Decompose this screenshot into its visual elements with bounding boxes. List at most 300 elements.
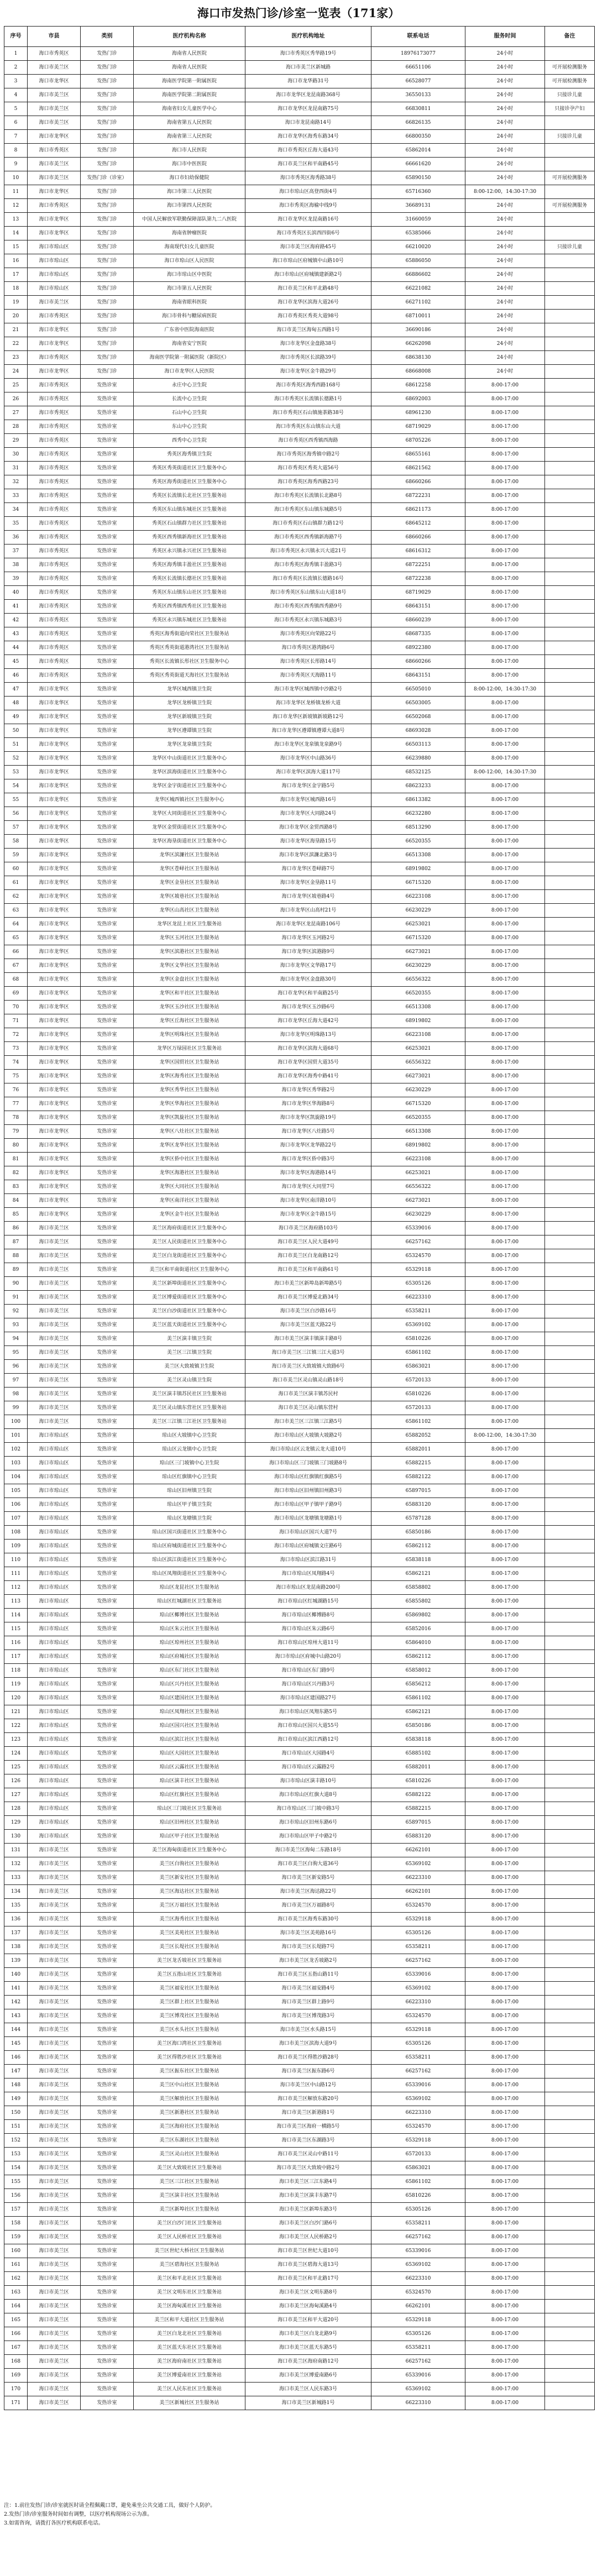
- cell-hours: 8:00-17:00: [465, 1664, 545, 1678]
- cell-institution: 琼山区凤翔社区卫生服务站: [134, 1705, 245, 1719]
- cell-institution: 美兰区世纪大桥社区卫生服务站: [134, 2244, 245, 2258]
- cell-phone: 65305126: [371, 2037, 465, 2051]
- cell-hours: 24小时: [465, 310, 545, 323]
- cell-hours: 8:00-17:00: [465, 1305, 545, 1318]
- cell-hours: 8:00-17:00: [465, 600, 545, 614]
- cell-city: 海口市美兰区: [28, 1926, 81, 1940]
- cell-phone: 65882011: [371, 1443, 465, 1457]
- cell-index: 124: [4, 1747, 28, 1761]
- cell-category: 发热诊室: [81, 1208, 134, 1222]
- table-row: [4, 1083, 595, 1097]
- cell-index: 34: [4, 503, 28, 517]
- table-row: [4, 1733, 595, 1747]
- cell-address: 海口市龙华区金垦路11号: [245, 876, 371, 890]
- cell-hours: 8:00-17:00: [465, 558, 545, 572]
- table-row: [4, 2078, 595, 2092]
- cell-hours: 8:00-17:00: [465, 1996, 545, 2009]
- table-row: [4, 1484, 595, 1498]
- cell-category: 发热诊室: [81, 2217, 134, 2231]
- cell-phone: 65358211: [371, 1305, 465, 1318]
- cell-remarks: [545, 2396, 595, 2410]
- cell-address: 海口市琼山区建国路27号: [245, 1692, 371, 1705]
- cell-phone: 68645212: [371, 517, 465, 531]
- cell-hours: 8:00-17:00: [465, 1360, 545, 1374]
- cell-index: 18: [4, 282, 28, 296]
- cell-institution: 琼山区云龙镇中心卫生院: [134, 1443, 245, 1457]
- table-row: [4, 1014, 595, 1028]
- cell-hours: 8:00-17:00: [465, 1484, 545, 1498]
- cell-institution: 琼山区红旗镇中心卫生院: [134, 1470, 245, 1484]
- cell-phone: 66502068: [371, 710, 465, 724]
- table-row: [4, 1871, 595, 1885]
- cell-institution: 西秀中心卫生院: [134, 434, 245, 448]
- cell-address: 海口市秀英区海榆中线9号: [245, 199, 371, 213]
- cell-institution: 龙华区和平社区卫生服务站: [134, 987, 245, 1001]
- cell-remarks: [545, 2175, 595, 2189]
- cell-phone: 68612258: [371, 379, 465, 392]
- cell-hours: 8:00-17:00: [465, 697, 545, 710]
- cell-city: 海口市龙华区: [28, 1180, 81, 1194]
- cell-remarks: [545, 862, 595, 876]
- cell-hours: 8:00-12:00，14:30-17:30: [465, 185, 545, 199]
- header-hours: 服务时间: [465, 27, 545, 47]
- table-row: [4, 158, 595, 171]
- cell-hours: 8:00-12:00，14:30-17:30: [465, 766, 545, 779]
- cell-city: 海口市秀英区: [28, 199, 81, 213]
- cell-category: 发热诊室: [81, 655, 134, 669]
- table-row: [4, 1111, 595, 1125]
- cell-remarks: [545, 1747, 595, 1761]
- cell-institution: 琼山区大坡镇中心卫生院: [134, 1429, 245, 1443]
- cell-index: 70: [4, 1001, 28, 1014]
- table-row: [4, 1401, 595, 1415]
- cell-index: 24: [4, 365, 28, 379]
- cell-remarks: [545, 1899, 595, 1913]
- cell-phone: 65720133: [371, 1401, 465, 1415]
- table-row: [4, 1512, 595, 1526]
- cell-remarks: [545, 1968, 595, 1982]
- cell-phone: 68722238: [371, 572, 465, 586]
- cell-index: 1: [4, 47, 28, 61]
- cell-city: 海口市龙华区: [28, 227, 81, 240]
- cell-phone: 68621173: [371, 503, 465, 517]
- cell-phone: 65787128: [371, 1512, 465, 1526]
- cell-institution: 美兰区演丰镇苏民社区卫生服务站: [134, 1388, 245, 1401]
- cell-index: 88: [4, 1249, 28, 1263]
- cell-city: 海口市琼山区: [28, 1761, 81, 1774]
- cell-phone: 65358211: [371, 2217, 465, 2231]
- cell-institution: 秀英区长流镇长北社区卫生服务站: [134, 489, 245, 503]
- cell-remarks: 只接诊儿童: [545, 240, 595, 254]
- cell-category: 发热诊室: [81, 1761, 134, 1774]
- cell-phone: 68719029: [371, 586, 465, 600]
- cell-phone: 65885102: [371, 1747, 465, 1761]
- cell-category: 发热诊室: [81, 1705, 134, 1719]
- cell-index: 37: [4, 544, 28, 558]
- cell-institution: 龙华区万绿园社区卫生服务站: [134, 1042, 245, 1056]
- cell-phone: 68705226: [371, 434, 465, 448]
- cell-phone: 66830811: [371, 102, 465, 116]
- cell-category: 发热诊室: [81, 2272, 134, 2286]
- cell-hours: 8:00-17:00: [465, 641, 545, 655]
- cell-index: 41: [4, 600, 28, 614]
- table-row: [4, 1180, 595, 1194]
- cell-city: 海口市秀英区: [28, 544, 81, 558]
- cell-phone: 65369102: [371, 2258, 465, 2272]
- cell-category: 发热诊室: [81, 697, 134, 710]
- cell-institution: 海口市第三人民医院: [134, 185, 245, 199]
- cell-city: 海口市美兰区: [28, 1305, 81, 1318]
- cell-phone: 68623233: [371, 779, 465, 793]
- table-row: [4, 627, 595, 641]
- cell-index: 118: [4, 1664, 28, 1678]
- cell-remarks: [545, 779, 595, 793]
- cell-institution: 美兰区博爱街道社区卫生服务中心: [134, 1291, 245, 1305]
- cell-phone: 68660266: [371, 655, 465, 669]
- cell-category: 发热诊室: [81, 2161, 134, 2175]
- cell-remarks: [545, 1484, 595, 1498]
- table-row: [4, 503, 595, 517]
- cell-category: 发热诊室: [81, 1332, 134, 1346]
- cell-category: 发热诊室: [81, 1526, 134, 1540]
- cell-hours: 8:00-17:00: [465, 531, 545, 544]
- cell-city: 海口市龙华区: [28, 1208, 81, 1222]
- cell-remarks: [545, 1332, 595, 1346]
- cell-index: 84: [4, 1194, 28, 1208]
- cell-category: 发热诊室: [81, 586, 134, 600]
- cell-category: 发热诊室: [81, 2396, 134, 2410]
- cell-city: 海口市美兰区: [28, 2286, 81, 2300]
- cell-index: 26: [4, 392, 28, 406]
- cell-remarks: [545, 1650, 595, 1664]
- table-row: [4, 1374, 595, 1388]
- cell-address: 海口市美兰区蓝天东路5号: [245, 2341, 371, 2355]
- cell-city: 海口市美兰区: [28, 1954, 81, 1968]
- cell-hours: 8:00-17:00: [465, 544, 545, 558]
- cell-address: 海口市美兰区大致坡中路2号: [245, 2161, 371, 2175]
- cell-phone: 66513308: [371, 1001, 465, 1014]
- cell-address: 海口市琼山区旧州镇旧州路3号: [245, 1484, 371, 1498]
- table-row: [4, 1360, 595, 1374]
- cell-phone: 36689131: [371, 199, 465, 213]
- cell-category: 发热诊室: [81, 1360, 134, 1374]
- cell-category: 发热诊室: [81, 793, 134, 807]
- cell-remarks: [545, 1871, 595, 1885]
- cell-index: 59: [4, 849, 28, 862]
- cell-address: 海口市琼山区朱云路6号: [245, 1622, 371, 1636]
- cell-category: 发热诊室: [81, 987, 134, 1001]
- cell-address: 海口市琼山区三门坡中路3号: [245, 1802, 371, 1816]
- cell-address: 海口市龙华路31号: [245, 75, 371, 88]
- cell-city: 海口市美兰区: [28, 1235, 81, 1249]
- cell-city: 海口市秀英区: [28, 379, 81, 392]
- table-row: [4, 876, 595, 890]
- cell-index: 96: [4, 1360, 28, 1374]
- table-row: [4, 586, 595, 600]
- cell-address: 海口市琼山区甲子镇甲子路9号: [245, 1498, 371, 1512]
- cell-phone: 66262101: [371, 1844, 465, 1857]
- cell-address: 海口市琼山区椰博路8号: [245, 1609, 371, 1622]
- cell-index: 17: [4, 268, 28, 282]
- table-row: [4, 1415, 595, 1429]
- cell-hours: 8:00-17:00: [465, 1097, 545, 1111]
- cell-remarks: [545, 600, 595, 614]
- cell-category: 发热诊室: [81, 1139, 134, 1153]
- cell-phone: 66257162: [371, 2231, 465, 2244]
- cell-hours: 8:00-17:00: [465, 1692, 545, 1705]
- cell-institution: 海南省人民医院: [134, 61, 245, 75]
- cell-category: 发热门诊: [81, 268, 134, 282]
- cell-index: 11: [4, 185, 28, 199]
- table-row: [4, 1705, 595, 1719]
- cell-phone: 65369102: [371, 2383, 465, 2396]
- table-row: [4, 945, 595, 959]
- cell-address: 海口市琼山区凤翔东路5号: [245, 1705, 371, 1719]
- note-line: 2.发热门诊/诊室服务时间如有调整，以医疗机构现场公示为准。: [4, 2511, 153, 2517]
- cell-remarks: [545, 406, 595, 420]
- cell-category: 发热诊室: [81, 2189, 134, 2203]
- cell-index: 64: [4, 918, 28, 931]
- cell-category: 发热诊室: [81, 1070, 134, 1083]
- cell-city: 海口市琼山区: [28, 1484, 81, 1498]
- cell-hours: 8:00-17:00: [465, 406, 545, 420]
- cell-city: 海口市琼山区: [28, 1567, 81, 1581]
- cell-address: 海口市美兰区白龙南路12号: [245, 1249, 371, 1263]
- table-row: [4, 697, 595, 710]
- cell-city: 海口市秀英区: [28, 572, 81, 586]
- cell-city: 海口市琼山区: [28, 1457, 81, 1470]
- cell-index: 142: [4, 1996, 28, 2009]
- cell-phone: 65838118: [371, 1553, 465, 1567]
- cell-address: 海口市龙华区龙泉镇龙泉路9号: [245, 738, 371, 752]
- cell-index: 165: [4, 2313, 28, 2327]
- cell-address: 海口市美兰区演丰镇苏民村: [245, 1388, 371, 1401]
- cell-address: 海口市龙华区文华路17号: [245, 959, 371, 973]
- cell-institution: 龙华区海秀社区卫生服务站: [134, 1070, 245, 1083]
- cell-category: 发热诊室: [81, 931, 134, 945]
- cell-city: 海口市龙华区: [28, 1111, 81, 1125]
- cell-phone: 65882215: [371, 1457, 465, 1470]
- cell-category: 发热诊室: [81, 710, 134, 724]
- cell-address: 海口市龙华区海港路14号: [245, 1166, 371, 1180]
- cell-remarks: [545, 227, 595, 240]
- cell-city: 海口市龙华区: [28, 724, 81, 738]
- cell-index: 133: [4, 1871, 28, 1885]
- cell-category: 发热诊室: [81, 779, 134, 793]
- cell-institution: 美兰区蓝天东社区卫生服务站: [134, 2341, 245, 2355]
- cell-address: 海口市琼山区红旗大道8号: [245, 1788, 371, 1802]
- cell-index: 150: [4, 2106, 28, 2120]
- table-row: [4, 2327, 595, 2341]
- cell-remarks: [545, 558, 595, 572]
- table-row: [4, 1028, 595, 1042]
- cell-phone: 65862112: [371, 1650, 465, 1664]
- table-row: [4, 2189, 595, 2203]
- cell-phone: 68621562: [371, 462, 465, 475]
- cell-city: 海口市琼山区: [28, 1733, 81, 1747]
- cell-index: 42: [4, 614, 28, 627]
- cell-phone: 68922380: [371, 641, 465, 655]
- cell-institution: 海口市人民医院: [134, 144, 245, 158]
- cell-remarks: [545, 2120, 595, 2134]
- cell-address: 海口市龙华区和平南路25号: [245, 987, 371, 1001]
- cell-category: 发热诊室: [81, 2051, 134, 2065]
- cell-remarks: [545, 116, 595, 130]
- cell-hours: 8:00-17:00: [465, 849, 545, 862]
- table-row: [4, 1208, 595, 1222]
- cell-hours: 24小时: [465, 47, 545, 61]
- table-row: [4, 475, 595, 489]
- cell-address: 海口市美兰区东湖路3号: [245, 2134, 371, 2148]
- cell-city: 海口市龙华区: [28, 1153, 81, 1166]
- cell-category: 发热诊室: [81, 1249, 134, 1263]
- cell-category: 发热诊室: [81, 2244, 134, 2258]
- cell-hours: 8:00-17:00: [465, 2203, 545, 2217]
- header-address: 医疗机构地址: [245, 27, 371, 47]
- cell-institution: 美兰区龙舌坡社区卫生服务站: [134, 1954, 245, 1968]
- cell-hours: 8:00-17:00: [465, 1042, 545, 1056]
- cell-hours: 8:00-17:00: [465, 489, 545, 503]
- cell-city: 海口市琼山区: [28, 1636, 81, 1650]
- cell-institution: 龙华区滨海街道社区卫生服务中心: [134, 766, 245, 779]
- cell-remarks: [545, 2051, 595, 2065]
- cell-category: 发热诊室: [81, 876, 134, 890]
- table-row: [4, 655, 595, 669]
- cell-index: 114: [4, 1609, 28, 1622]
- cell-phone: 66556322: [371, 973, 465, 987]
- cell-category: 发热诊室: [81, 807, 134, 821]
- cell-index: 9: [4, 158, 28, 171]
- cell-city: 海口市龙华区: [28, 752, 81, 766]
- cell-index: 135: [4, 1899, 28, 1913]
- cell-phone: 68643151: [371, 669, 465, 683]
- cell-index: 2: [4, 61, 28, 75]
- cell-hours: 24小时: [465, 227, 545, 240]
- cell-hours: 24小时: [465, 240, 545, 254]
- cell-city: 海口市琼山区: [28, 1830, 81, 1844]
- cell-city: 海口市琼山区: [28, 1705, 81, 1719]
- cell-city: 海口市美兰区: [28, 1415, 81, 1429]
- cell-phone: 65862121: [371, 1567, 465, 1581]
- cell-remarks: [545, 835, 595, 849]
- cell-category: 发热诊室: [81, 2369, 134, 2383]
- cell-address: 海口市秀英区长彤路14号: [245, 655, 371, 669]
- cell-institution: 广东省中医院海南医院: [134, 323, 245, 337]
- cell-index: 55: [4, 793, 28, 807]
- cell-address: 海口市美兰区和平北路48号: [245, 282, 371, 296]
- cell-index: 108: [4, 1526, 28, 1540]
- cell-index: 121: [4, 1705, 28, 1719]
- table-row: [4, 254, 595, 268]
- cell-address: 海口市美兰区海甸五西路1号: [245, 323, 371, 337]
- cell-phone: 66520355: [371, 987, 465, 1001]
- cell-remarks: [545, 1526, 595, 1540]
- cell-address: 海口市秀英区海秀镇中路2号: [245, 448, 371, 462]
- cell-city: 海口市美兰区: [28, 1277, 81, 1291]
- cell-remarks: [545, 2327, 595, 2341]
- cell-phone: 66253021: [371, 1166, 465, 1180]
- cell-category: 发热诊室: [81, 627, 134, 641]
- cell-remarks: [545, 1830, 595, 1844]
- cell-category: 发热诊室: [81, 1774, 134, 1788]
- table-row: [4, 1277, 595, 1291]
- cell-category: 发热诊室: [81, 1940, 134, 1954]
- cell-category: 发热诊室: [81, 1415, 134, 1429]
- cell-remarks: [545, 2341, 595, 2355]
- cell-phone: 66800350: [371, 130, 465, 144]
- cell-remarks: [545, 1954, 595, 1968]
- cell-address: 海口市秀英区长流镇长北路8号: [245, 489, 371, 503]
- notes-block: [4, 2501, 594, 2528]
- cell-phone: 66232280: [371, 807, 465, 821]
- cell-address: 海口市龙华区金盘路38号: [245, 337, 371, 351]
- cell-institution: 美兰区群上社区卫生服务站: [134, 1996, 245, 2009]
- cell-city: 海口市美兰区: [28, 2175, 81, 2189]
- cell-category: 发热诊室: [81, 669, 134, 683]
- cell-address: 海口市龙华区大同里7号: [245, 1180, 371, 1194]
- cell-institution: 美兰区人民东社区卫生服务站: [134, 2383, 245, 2396]
- cell-city: 海口市龙华区: [28, 890, 81, 904]
- table-row: [4, 2009, 595, 2023]
- cell-category: 发热诊室: [81, 849, 134, 862]
- cell-institution: 美兰区白沙街道社区卫生服务中心: [134, 1305, 245, 1318]
- cell-hours: 8:00-17:00: [465, 862, 545, 876]
- cell-remarks: [545, 282, 595, 296]
- cell-institution: 海南省妇女儿童医学中心: [134, 102, 245, 116]
- cell-category: 发热诊室: [81, 1553, 134, 1567]
- cell-address: 海口市龙华区龙华路22号: [245, 1139, 371, 1153]
- cell-phone: 68961230: [371, 406, 465, 420]
- cell-city: 海口市秀英区: [28, 558, 81, 572]
- cell-city: 海口市美兰区: [28, 1885, 81, 1899]
- cell-city: 海口市美兰区: [28, 2120, 81, 2134]
- cell-remarks: [545, 1042, 595, 1056]
- cell-remarks: [545, 1470, 595, 1484]
- cell-hours: 8:00-17:00: [465, 1968, 545, 1982]
- cell-phone: 65324570: [371, 2120, 465, 2134]
- cell-remarks: [545, 1291, 595, 1305]
- cell-hours: 24小时: [465, 296, 545, 310]
- table-row: [4, 572, 595, 586]
- cell-index: 152: [4, 2134, 28, 2148]
- cell-institution: 龙华区玉沙社区卫生服务站: [134, 1001, 245, 1014]
- cell-category: 发热诊室: [81, 558, 134, 572]
- cell-phone: 65886050: [371, 254, 465, 268]
- cell-remarks: [545, 1982, 595, 1996]
- cell-remarks: [545, 2023, 595, 2037]
- table-row: [4, 282, 595, 296]
- cell-city: 海口市琼山区: [28, 1429, 81, 1443]
- cell-phone: 65369102: [371, 1857, 465, 1871]
- table-row: [4, 213, 595, 227]
- cell-address: 海口市秀英区海秀西路23号: [245, 475, 371, 489]
- cell-phone: 66223108: [371, 1028, 465, 1042]
- table-row: [4, 890, 595, 904]
- table-row: [4, 1567, 595, 1581]
- cell-address: 海口市龙华区中山路36号: [245, 752, 371, 766]
- cell-address: 海口市龙华区凯旋路19号: [245, 1111, 371, 1125]
- cell-phone: 66513308: [371, 849, 465, 862]
- cell-phone: 65883120: [371, 1830, 465, 1844]
- cell-remarks: [545, 1664, 595, 1678]
- cell-institution: 龙华区龙华社区卫生服务站: [134, 1139, 245, 1153]
- cell-city: 海口市龙华区: [28, 876, 81, 890]
- cell-hours: 24小时: [465, 171, 545, 185]
- cell-hours: 8:00-17:00: [465, 821, 545, 835]
- cell-city: 海口市美兰区: [28, 158, 81, 171]
- cell-category: 发热诊室: [81, 2286, 134, 2300]
- table-row: [4, 1609, 595, 1622]
